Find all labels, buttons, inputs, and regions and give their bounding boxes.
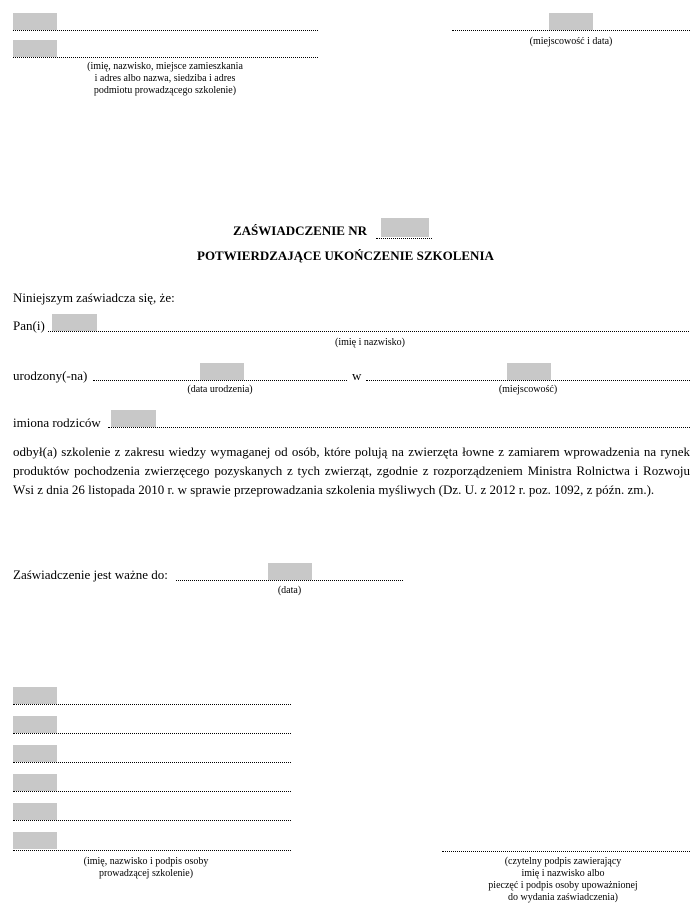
signature-line xyxy=(442,851,690,852)
sender-caption: (imię, nazwisko, miejsce zamieszkania i adres albo nazwa, siedziba i adres podmiotu prowadzącego szkolenie) xyxy=(87,61,243,96)
trainer-line-3 xyxy=(13,762,291,763)
validity-caption: (data) xyxy=(277,585,302,596)
intro-text: Niniejszym zaświadcza się, że: xyxy=(13,290,175,305)
certificate-number-line xyxy=(376,238,432,239)
birth-date-line xyxy=(93,380,347,381)
birth-date-caption: (data urodzenia) xyxy=(187,384,253,395)
trainer-field-3[interactable] xyxy=(13,745,57,762)
parents-names-field[interactable] xyxy=(111,410,156,427)
parents-label: imiona rodziców xyxy=(13,415,101,430)
validity-date-field[interactable] xyxy=(268,563,312,580)
sender-line-1 xyxy=(13,30,318,31)
trainer-field-1[interactable] xyxy=(13,687,57,704)
birth-in-label: w xyxy=(352,368,362,383)
trainer-field-2[interactable] xyxy=(13,716,57,733)
sender-field-1[interactable] xyxy=(13,13,57,30)
trainer-line-6 xyxy=(13,850,291,851)
validity-date-line xyxy=(176,580,403,581)
trainer-caption: (imię, nazwisko i podpis osoby prowadzącej szkolenie) xyxy=(83,856,209,879)
validity-label: Zaświadczenie jest ważne do: xyxy=(13,567,168,582)
person-label: Pan(i) xyxy=(13,318,45,333)
birth-place-line xyxy=(366,380,690,381)
birth-place-caption: (miejscowość) xyxy=(498,384,558,395)
certificate-subtitle: POTWIERDZAJĄCE UKOŃCZENIE SZKOLENIA xyxy=(197,248,494,263)
trainer-line-5 xyxy=(13,820,291,821)
person-name-field[interactable] xyxy=(52,314,97,331)
place-date-line xyxy=(452,30,690,31)
trainer-line-1 xyxy=(13,704,291,705)
sender-field-2[interactable] xyxy=(13,40,57,57)
trainer-field-6[interactable] xyxy=(13,832,57,849)
person-name-line xyxy=(48,331,689,332)
trainer-line-4 xyxy=(13,791,291,792)
person-caption: (imię i nazwisko) xyxy=(335,337,405,348)
certificate-title: ZAŚWIADCZENIE NR xyxy=(233,223,367,238)
trainer-field-5[interactable] xyxy=(13,803,57,820)
trainer-field-4[interactable] xyxy=(13,774,57,791)
trainer-line-2 xyxy=(13,733,291,734)
place-date-caption: (miejscowość i data) xyxy=(529,36,613,47)
birth-date-field[interactable] xyxy=(200,363,244,380)
parents-names-line xyxy=(108,427,690,428)
sender-line-2 xyxy=(13,57,318,58)
place-date-field[interactable] xyxy=(549,13,593,30)
birth-label: urodzony(-na) xyxy=(13,368,88,383)
statement-text: odbył(a) szkolenie z zakresu wiedzy wymaganej od osób, które polują na zwierzęta łowne z zamiarem wprowadzenia na rynek produktów pochodzenia zwierzęcego pozyskanych z tych zwierząt, zgodnie z rozporządzeniem Ministra Rolnictwa i Rozwoju Wsi z dnia 26 listopada 2010 r. w sprawie przeprowadzania szkolenia myśliwych (Dz. U. z 2012 r. poz. 1092, z późn. zm.). xyxy=(13,444,690,497)
signature-caption: (czytelny podpis zawierający imię i nazwisko albo pieczęć i podpis osoby upoważnionej do wydania zaświadczenia) xyxy=(488,856,638,903)
birth-place-field[interactable] xyxy=(507,363,551,380)
certificate-number-field[interactable] xyxy=(381,218,429,237)
